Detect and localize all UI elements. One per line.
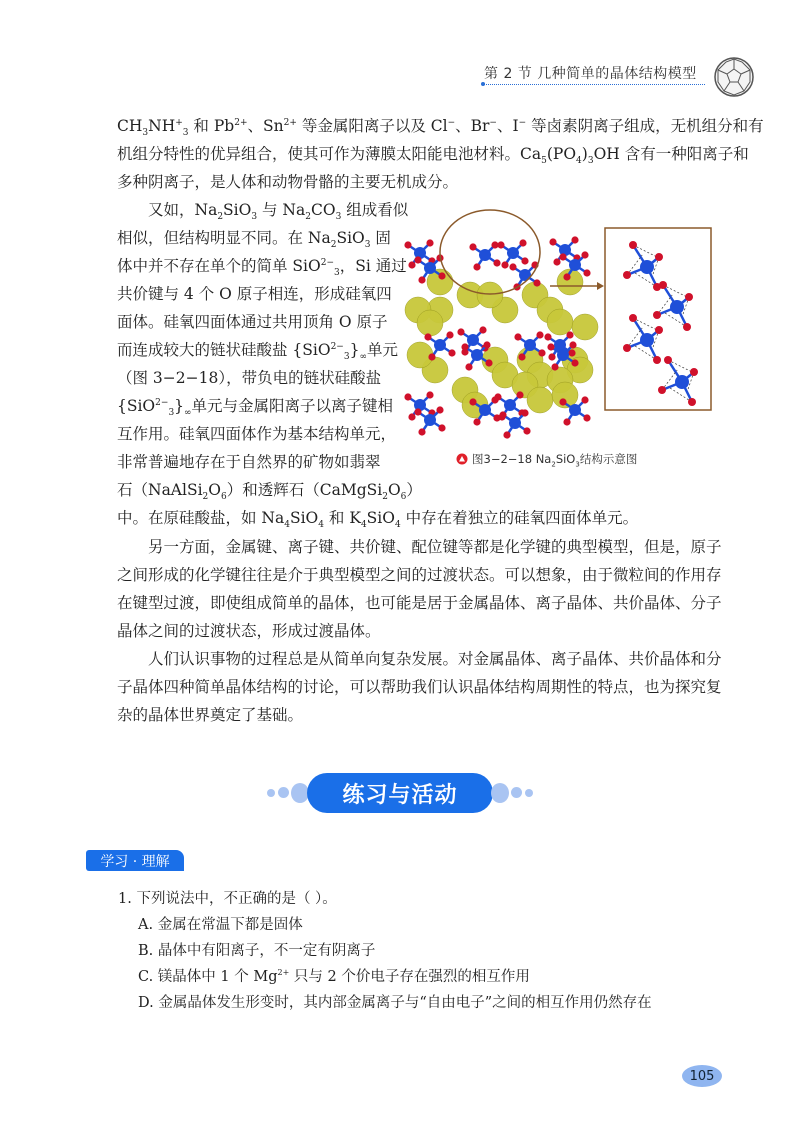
body-line: （图 3−2−18），带负电的链状硅酸盐 [117, 369, 382, 387]
decor-dot [278, 787, 289, 798]
body-line: 非常普遍地存在于自然界的矿物如翡翠 [117, 453, 381, 471]
si-atom [509, 417, 521, 429]
o-atom [514, 333, 521, 340]
body-line: 子晶体四种简单晶体结构的讨论，可以帮助我们认识晶体结构周期性的特点，也为探究复 [117, 678, 722, 696]
na-atom [417, 310, 443, 336]
o-atom [426, 239, 433, 246]
si-atom [424, 262, 436, 274]
o-atom [418, 276, 425, 283]
o-atom [424, 333, 431, 340]
si-atom [640, 333, 654, 347]
si-atom [557, 349, 569, 361]
body-line: 另一方面，金属键、离子键、共价键、配位键等都是化学键的典型模型，但是，原子 [117, 538, 722, 556]
o-atom [568, 349, 575, 356]
body-line: 相似，但结构明显不同。在 $Na_2SiO_3$ 固 [117, 229, 391, 251]
o-atom [501, 261, 508, 268]
body-line: 晶体之间的过渡状态，形成过渡晶体。 [117, 622, 381, 640]
o-atom [688, 398, 696, 406]
o-atom [521, 257, 528, 264]
o-atom [469, 398, 476, 405]
decor-dot [491, 783, 509, 803]
o-atom [509, 263, 516, 270]
header-title: 第 2 节 几种简单的晶体结构模型 [484, 66, 697, 82]
o-atom [551, 363, 558, 370]
o-atom [623, 271, 631, 279]
o-atom [493, 259, 500, 266]
section-title: 练习与活动 [307, 773, 493, 813]
si-atom [479, 404, 491, 416]
o-atom [655, 326, 663, 334]
o-atom [653, 311, 661, 319]
si-atom [640, 260, 654, 274]
o-atom [690, 368, 698, 376]
o-atom [629, 314, 637, 322]
o-atom [404, 241, 411, 248]
o-atom [523, 427, 530, 434]
page-number: 105 [682, 1065, 722, 1087]
o-atom [469, 243, 476, 250]
header-divider-dot [481, 82, 485, 86]
o-atom [519, 239, 526, 246]
si-atom [471, 349, 483, 361]
body-line: 体中并不存在单个的简单 SiO$^{2-}_3$，Si 通过 [117, 257, 407, 279]
body-line: 互作用。硅氧四面体作为基本结构单元， [117, 425, 397, 443]
o-atom [549, 238, 556, 245]
o-atom [623, 344, 631, 352]
o-atom [653, 356, 661, 364]
o-atom [479, 326, 486, 333]
o-atom [408, 413, 415, 420]
body-line: 机组分特性的优异组合，使其可作为薄膜太阳能电池材料。$Ca_5(PO_4)_3OH$ 含有一种阳离子和 [117, 145, 749, 167]
o-atom [544, 333, 551, 340]
arrow-head [597, 282, 604, 290]
o-atom [583, 414, 590, 421]
si-atom [569, 259, 581, 271]
o-atom [418, 428, 425, 435]
si-atom [434, 339, 446, 351]
question-stem: 1. 下列说法中，不正确的是（ ）。 [118, 891, 337, 907]
o-atom [414, 408, 421, 415]
o-atom [428, 353, 435, 360]
o-atom [548, 353, 555, 360]
o-atom [664, 356, 672, 364]
fullerene-icon [713, 56, 755, 98]
si-atom [519, 269, 531, 281]
o-atom [566, 331, 573, 338]
o-atom [536, 331, 543, 338]
body-line: 之间形成的化学键往往是介于典型模型之间的过渡状态。可以想象，由于微粒间的作用存 [117, 566, 722, 584]
decor-dot [267, 789, 275, 797]
o-atom [659, 281, 667, 289]
o-atom [438, 424, 445, 431]
figure-marker-icon [456, 453, 468, 465]
figure-caption: 图3−2−18 $Na_2SiO_3$结构示意图 [472, 452, 638, 469]
decor-dot [511, 787, 522, 798]
o-atom [503, 431, 510, 438]
o-atom [685, 293, 693, 301]
o-atom [559, 398, 566, 405]
na-atom [547, 309, 573, 335]
o-atom [465, 363, 472, 370]
si-atom [504, 399, 516, 411]
o-atom [426, 391, 433, 398]
na2sio3-structure-figure [385, 205, 720, 450]
o-atom [518, 353, 525, 360]
o-atom [533, 279, 540, 286]
si-atom [675, 375, 689, 389]
o-atom [629, 241, 637, 249]
option-a: A. 金属在常温下都是固体 [138, 917, 303, 933]
o-atom [414, 256, 421, 263]
na-atom [527, 387, 553, 413]
si-atom [424, 414, 436, 426]
decor-dot [525, 789, 533, 797]
body-line: 面体。硅氧四面体通过共用顶角 O 原子 [117, 313, 388, 331]
body-line: 又如，$Na_2SiO_3$ 与 $Na_2CO_3$ 组成看似 [117, 201, 409, 223]
o-atom [563, 418, 570, 425]
body-line: 而连成较大的链状硅酸盐 $\{SiO^{2-}_3\}_\infty$单元 [117, 341, 398, 363]
o-atom [473, 263, 480, 270]
o-atom [655, 253, 663, 261]
option-c: C. 镁晶体中 1 个 $Mg^{2+}$ 只与 2 个价电子存在强烈的相互作用 [138, 968, 530, 985]
header-divider [483, 84, 705, 85]
o-atom [499, 411, 506, 418]
o-atom [483, 341, 490, 348]
body-line: 杂的晶体世界奠定了基础。 [117, 706, 304, 724]
o-atom [404, 393, 411, 400]
na-atom [572, 314, 598, 340]
option-d: D. 金属晶体发生形变时，其内部金属离子与“自由电子”之间的相互作用仍然存在 [138, 995, 652, 1011]
body-line: 在键型过渡，即使组成简单的晶体，也可能是居于金属晶体、离子晶体、共价晶体、分子 [117, 594, 722, 612]
o-atom [494, 393, 501, 400]
o-atom [497, 241, 504, 248]
o-atom [461, 343, 468, 350]
o-atom [516, 391, 523, 398]
option-b: B. 晶体中有阳离子，不一定有阴离子 [138, 943, 376, 959]
o-atom [448, 349, 455, 356]
o-atom [473, 418, 480, 425]
o-atom [571, 359, 578, 366]
body-line: 多种阴离子，是人体和动物骨骼的主要无机成分。 [117, 173, 459, 191]
o-atom [683, 323, 691, 331]
body-line: 石$(NaAlSi_2O_6)$和透辉石$(CaMgSi_2O_6)$ [117, 481, 422, 503]
o-atom [457, 328, 464, 335]
o-atom [521, 409, 528, 416]
si-atom [467, 334, 479, 346]
si-atom [507, 247, 519, 259]
o-atom [571, 236, 578, 243]
o-atom [438, 272, 445, 279]
si-atom [524, 339, 536, 351]
o-atom [658, 386, 666, 394]
section-heading [265, 773, 535, 815]
subsection-tag: 学习 · 理解 [86, 850, 184, 871]
body-line: 中。在原硅酸盐，如 $Na_4SiO_4$ 和 $K_4SiO_4$ 中存在着独立的硅氧四面体单元。 [117, 509, 639, 531]
o-atom [436, 406, 443, 413]
body-line: $\{SiO^{2-}_3\}_\infty$单元与金属阳离子以离子键相 [117, 397, 394, 419]
o-atom [408, 261, 415, 268]
o-atom [446, 331, 453, 338]
o-atom [559, 253, 566, 260]
o-atom [569, 341, 576, 348]
o-atom [553, 258, 560, 265]
o-atom [563, 273, 570, 280]
si-atom [569, 404, 581, 416]
body-line: $CH_3NH^+_3$ 和 $Pb^{2+}$、$Sn^{2+}$ 等金属阳离子以及 Cl−、Br−、I− 等卤素阴离子组成，无机组分和有 [117, 117, 764, 139]
o-atom [581, 396, 588, 403]
na-atom [477, 282, 503, 308]
body-line: 人们认识事物的过程总是从简单向复杂发展。对金属晶体、离子晶体、共价晶体和分 [117, 650, 722, 668]
si-atom [670, 300, 684, 314]
o-atom [485, 359, 492, 366]
o-atom [547, 343, 554, 350]
o-atom [583, 269, 590, 276]
o-atom [581, 251, 588, 258]
body-line: 共价键与 4 个 O 原子相连，形成硅氧四 [117, 285, 392, 303]
si-atom [479, 249, 491, 261]
o-atom [538, 349, 545, 356]
